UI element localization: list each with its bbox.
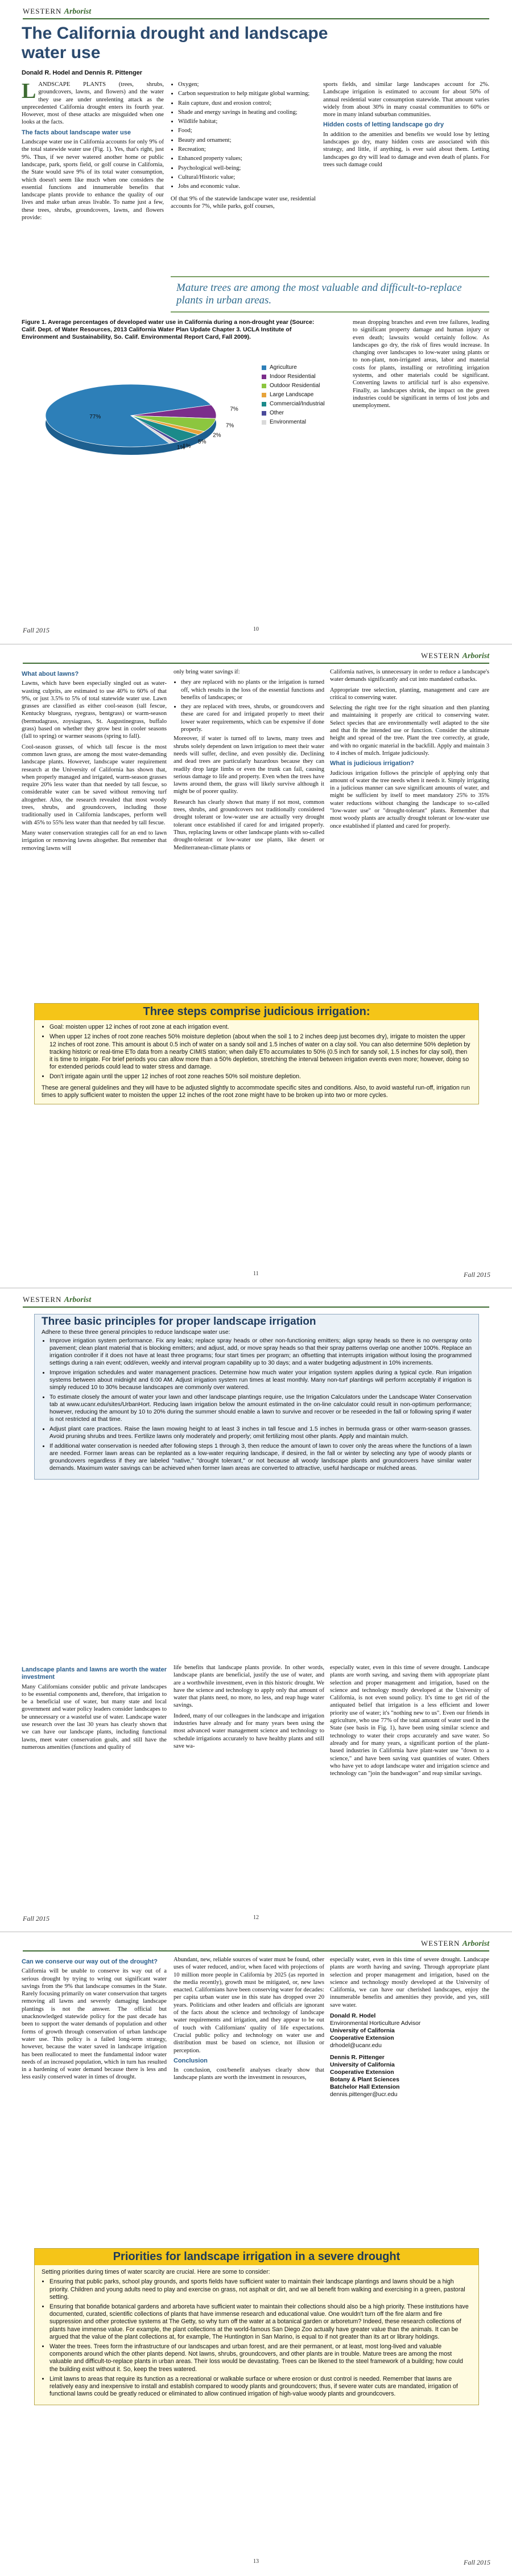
masthead-rule: [23, 1307, 489, 1308]
page-footer: Fall 2015: [23, 1914, 49, 1922]
masthead: [421, 1939, 489, 1949]
box-title: Three steps comprise judicious irrigation:: [35, 1004, 478, 1020]
list-item: • Adjust plant care practices. Raise the lawn mowing height to at least 3 inches in tall fescue and 1.5 inches in bermuda grass or other warm-season grasses. Avoid pruning shrubs and trees. Fertilize lawns only moderately and properly; omit fertilizing most other plants. Apply and maintain mulch.: [49, 1425, 472, 1440]
legend-item: [262, 419, 325, 425]
list-item: • Water the trees. Trees form the infrastructure of our landscapes and urban forest, and are their permanent, or at least, most long-lived and valuable components around which the other plants depend. Not lawns, shrubs, groundcovers, and other plants are in trouble. Mature trees are among the most valuable and difficult-to-replace plants in urban areas. Their loss would be devastating. Trees can be likened to the steel framework of a building; how could the building exist without it. So, keep the trees watered.: [49, 2343, 472, 2373]
legend-label: Outdoor Residential: [270, 383, 320, 389]
priorities-box: [34, 2248, 479, 2405]
list-item: • To estimate closely the amount of water your lawn and other landscape plantings require, use the Irrigation Calculators under the Landscape Water Conservation tab at www.ucanr.edu/sites/UrbanHort. Reducing lawn irrigation below the amount estimated in the on-line calculator could result in non-optimum performance; however, reducing the amount by 10 to 20% during the summer should enable a lawn to survive and recover or be reseeded in the fall or following spring if water is not restricted at that time.: [49, 1394, 472, 1423]
box-list: [42, 2278, 472, 2398]
paragraph: In conclusion, cost/benefit analyses clearly show that landscape plants are worth the investment in resources,: [174, 2067, 324, 2081]
page-footer: Fall 2015: [464, 1271, 490, 1279]
box-intro: Adhere to these three general principles to reduce landscape water use:: [42, 1329, 230, 1336]
masthead-rule: [23, 663, 489, 664]
legend-swatch: [262, 365, 266, 370]
author-org: Cooperative Extension: [330, 2035, 394, 2042]
list-item: • Goal: moisten upper 12 inches of root zone at each irrigation event.: [49, 1024, 472, 1031]
column-2: [174, 1956, 324, 2085]
author-org: Batchelor Hall Extension: [330, 2084, 400, 2091]
page-number: 13: [253, 2558, 259, 2565]
paragraph: California natives, is unnecessary in order to reduce a landscape's water demands significantly and cut into mandated cutbacks.: [330, 669, 489, 683]
column-1: [22, 1956, 167, 2084]
page-footer: Fall 2015: [23, 626, 49, 634]
page-number: 10: [253, 626, 259, 632]
masthead-rule: [23, 18, 489, 19]
list-item: • Limit lawns to areas that require its function as a recreational or walkable surface or where erosion or dust control is needed. Remember that lawns are relatively easy and inexpensive to install and establish compared to woody plants and groundcovers; thus, if severe water cuts are mandated, irrigation of functional lawns could be greatly reduced or eliminated to allow continued irrigation of high-value woody plants and groundcovers.: [49, 2376, 472, 2398]
author-name: Donald R. Hodel: [330, 2013, 376, 2020]
paragraph: Selecting the right tree for the right situation and then planting and maintaining it properly are critical to conserving water. Select species that are environmentally well adapted to the site and that fit the intended use or function. Consider the ultimate height and spread of the tree. Plant the tree correctly, at grade, and with no organic material in the backfill. Apply and maintain 3 to 4 inches of mulch. Irrigate judiciously.: [330, 705, 489, 757]
paragraph: Judicious irrigation follows the principle of applying only that amount of water the tree needs when it needs it. Simply irrigating in a judicious manner can save significant amounts of water, and might be sufficient by itself to meet mandatory 25% to 35% water reductions without changing the landscape to so-called "low-water use" or "drought-tolerant" plants. Remember that most woody plants are actually drought tolerant or low-water use once established if planted and cared for properly.: [330, 770, 489, 829]
col3-paragraph: especially water, even in this time of severe drought. Landscape plants are worth having and saving. Through appropriate plant selection and proper management and irrigation, based on the science and technology mostly developed at the University of California, we can have our cherished landscapes, enjoy the innumerable benefits and amenities they provide, and yes, still save water.: [330, 1957, 489, 2008]
paragraph: Cool-season grasses, of which tall fescue is the most common lawn grass, are among the most water-demanding landscape plants. However, landscape water requirement research at the University of California has shown that, when properly managed and irrigated, warm-season grasses require 20% less water than that needed by tall fescue, so considerable water can be saved without removing turf altogether. Also, the research revealed that most woody trees, shrubs, and groundcovers, including those traditionally used in California landscapes, perform well with 45% to 55% less water than that needed by tall fescue.: [22, 743, 167, 826]
list-item: • When upper 12 inches of root zone reaches 50% moisture depletion (about when the soil 1 to 2 inches deep just becomes dry), irrigate to moisten the upper 12 inches of root zone. This amount is about 0.5 inch of water on a sandy soil and 1.5 inches of water on a clay soil. You can also determine 50% depletion by tracking historic or real-time ETo data from a nearby CIMIS station; when daily ETo accumulates to 50% (0.5 inch for sandy soil, 1.5 inches for clay soil), then it is time to irrigate. For brief periods you can allow more than a 50% depletion, stretching the interval between irrigation events even more; however, doing so for extended periods could lead to water stress and damage.: [49, 1033, 472, 1071]
column-3: [330, 1664, 489, 1780]
list-item: • If additional water conservation is needed after following steps 1 through 3, then reduce the amount of lawn to cover only the areas where the functions of a lawn are needed. Former lawn areas can be replanted as a low-water requiring landscape, if desired, in the fall or winter by selecting any type of woody plants or groundcovers regardless if they are labeled "native," "drought tolerant," or not because all woody landscape plants and groundcovers have similar water demands. Maximum water savings can be achieved when former lawn areas are converted to attractive, useful hardscape or mulched areas.: [49, 1443, 472, 1472]
legend-item: [262, 364, 325, 371]
column-1: [22, 81, 164, 224]
box-list: [42, 1024, 472, 1080]
legend-swatch: [262, 384, 266, 388]
column-1: [22, 1664, 167, 1754]
legend-swatch: [262, 393, 266, 397]
list-item: • Wildlife habitat;: [178, 118, 316, 125]
author-email[interactable]: drhodel@ucanr.edu: [330, 2043, 382, 2049]
brand-arborist: Arborist: [462, 1940, 490, 1948]
author-org: Cooperative Extension: [330, 2069, 394, 2076]
section-heading: Conclusion: [174, 2057, 208, 2064]
author-org: University of California: [330, 2028, 395, 2035]
article-authors: Donald R. Hodel and Dennis R. Pittenger: [22, 69, 143, 76]
col2-tail: Of that 9% of the statewide landscape water use, residential accounts for 7%, while parks, golf courses,: [171, 195, 316, 209]
facts-paragraph: Landscape water use in California accounts for only 9% of the total statewide water use (Fig. 1). Yes, that's right, just 9%. Thus, if we never watered another home or public landscape, park, sports field, or golf course in California, the State would save 9% of its total water consumption, which doesn't seem like much when one considers the essential functions and innumerable benefits that landscape plants provide to enhance the quality of our lives and make urban areas livable. To name just a few, these trees, shrubs, groundcovers, lawns, and flowers provide:: [22, 139, 164, 221]
list-item: • Rain capture, dust and erosion control;: [178, 100, 316, 107]
legend-item: [262, 410, 325, 416]
brand-arborist: Arborist: [64, 7, 92, 16]
legend-label: Indoor Residential: [270, 373, 316, 380]
page-12: [0, 1288, 512, 1932]
hidden-costs-heading: Hidden costs of letting landscape go dry: [323, 121, 444, 129]
principles-box: [34, 1314, 479, 1480]
paragraph: especially water, even in this time of severe drought. Landscape plants are worth saving, and saving them with appropriate plant selection and proper management and irrigation, based on the science and technology mostly developed at the University of California, is not even sound policy. It's time to get rid of the antiquated belief that irrigation is a less efficient and lower priority use of water; it's "nothing new to us". Even our friends in agriculture, who use 77% of the total amount of water used in the State (see basis in Fig. 1), have been using similar science and technology to water their crops accurately and save water. So already and for many years, a significant portion of the plant-based industries in California have plant-water use "down to a science," and have been saving vast quantities of water. Others who have yet to adopt landscape water and irrigation science and technology can "join the bandwagon" and reap similar savings.: [330, 1665, 489, 1777]
page-number: 11: [253, 1271, 259, 1277]
legend-item: [262, 401, 325, 407]
list-item: • they are replaced with trees, shrubs, or groundcovers and these are cared for and irrigated properly to meet their lower water requirements, which can be expensive if done properly.: [181, 703, 324, 733]
column-2: [174, 668, 324, 854]
author-org: University of California: [330, 2062, 395, 2069]
paragraph: California will be unable to conserve its way out of a serious drought by trying to wring out significant water savings from the 9% that landscape consumes in the State. Rarely focusing primarily on water conservation that targets removing all lawns and severely damaging landscape plantings is not the answer. The official but unacknowledged statewide policy for the past decade has been to support the water demands of population and other forms of growth through conservation of urban landscape water use. This policy is a failed long-term strategy, however, because the water saved in landscape irrigation has been reallocated to meet the fundamental indoor water needs of an increased population, which in turn has resulted in a hardening of water demand because there is less and less easily conserved water in times of drought.: [22, 1968, 167, 2081]
list-item: • Recreation;: [178, 146, 316, 153]
list-item: • Ensuring that bonafide botanical gardens and arboreta have sufficient water to maintain their collections should also be a high priority. These institutions have documented, curated, scientific collections of plants that have immense research and educational value. One wouldn't turn off the fire alarm and fire suppression and other protective systems at The Getty, so why turn off the water at a botanical garden or arboretum? Indeed, these research collections of plants have immense value. For example, the plant collections at the world-famous San Diego Zoo actually have greater value than the animals. It can be argued that the value of the plant collections at, for example, The Huntington in San Marino, is equal to if not greater than its art or library holdings.: [49, 2303, 472, 2341]
masthead: [23, 1295, 91, 1305]
judicious-irrigation-box: [34, 1003, 479, 1104]
legend-label: Other: [270, 410, 284, 416]
intro-paragraph: LANDSCAPE PLANTS (trees, shrubs, groundcovers, lawns, and flowers) and the water they use are under unrelenting attack as the unprecedented California drought enters its fourth year. However, most of these attacks are misguided when one looks at the facts.: [22, 79, 164, 126]
paragraph: life benefits that landscape plants provide. In other words, landscape plants are beneficial, justify the use of water, and are a worthwhile investment, even in this historic drought. We have the science and technology to apply only that amount of water that plants need, no more, no less, and reap huge water savings.: [174, 1665, 324, 1709]
pie-slice-label: 77%: [89, 413, 101, 420]
author-block: [330, 2012, 489, 2098]
legend-swatch: [262, 402, 266, 406]
column-3: [330, 1956, 489, 2098]
section-heading: What is judicious irrigation?: [330, 760, 414, 767]
brand-western: WESTERN: [421, 651, 460, 660]
masthead: [23, 7, 91, 17]
drop-cap: L: [22, 79, 36, 103]
legend-label: Large Landscape: [270, 392, 314, 398]
list-item: • Cultural/Historic value;: [178, 174, 316, 181]
author-email[interactable]: dennis.pittenger@ucr.edu: [330, 2092, 398, 2098]
legend-swatch: [262, 375, 266, 379]
list-item: • Carbon sequestration to help mitigate global warming;: [178, 90, 316, 97]
legend-label: Environmental: [270, 419, 306, 425]
section-heading: Landscape plants and lawns are worth the water investment: [22, 1666, 167, 1681]
pie-slice-label: 7%: [230, 406, 238, 413]
brand-western: WESTERN: [23, 1295, 62, 1304]
paragraph: Appropriate tree selection, planting, management and care are critical to conserving water.: [330, 687, 489, 701]
paragraph: Indeed, many of our colleagues in the landscape and irrigation industries have already and for many years been using the most advanced water management science and technology to schedule irrigations accurately to have healthy plants and still save wa-: [174, 1712, 324, 1749]
benefits-list: [171, 81, 316, 191]
box-note: These are general guidelines and they will have to be adjusted slightly to accommodate specific sites and conditions. Also, to avoid wasteful run-off, irrigation run times to apply sufficient water to moisten the upper 12 inches of the root zone might have to be broken up into two or more cycles.: [42, 1084, 470, 1099]
pie-slice-label: 1%: [176, 444, 185, 451]
list-item: • Jobs and economic value.: [178, 183, 316, 190]
paragraph: Lawns, which have been especially singled out as water-wasting culprits, are estimated to use 40% to 60% of that 9%, or just 3.5% to 5% of total statewide water use. Lawn grasses are classified as either cool-season (tall fescue, Kentucky bluegrass, ryegrass, bentgrass) or warm-season (bermudagrass, zoysiagrass, St. Augustinegrass, buffalo grass) based on whether they grow best in cooler seasons (fall to spring) or warmer seasons (spring to fall).: [22, 680, 167, 740]
chart-legend: [262, 364, 325, 428]
column-right: [353, 319, 489, 413]
section-heading: What about lawns?: [22, 671, 79, 677]
column-3: [330, 668, 489, 833]
figure-caption: Figure 1. Average percentages of developed water use in California during a non-drought year (Source: Calif. Dept. of Water Resources, 2013 California Water Plan Update Chapter 3. UCLA Institute of Environment and Sustainability, So. Calif. Environmental Report Card, Fall 2009).: [22, 319, 315, 340]
box-list: [42, 1337, 472, 1472]
legend-label: Commercial/Industrial: [270, 401, 325, 407]
masthead-rule: [23, 1950, 489, 1951]
legend-item: [262, 373, 325, 380]
pull-quote: Mature trees are among the most valuable and difficult-to-replace plants in urban areas.: [171, 276, 489, 313]
paragraph: Many water conservation strategies call for an end to lawn irrigation or removing lawns altogether. But remember that removing lawns will: [22, 829, 167, 852]
hidden-costs-paragraph: In addition to the amenities and benefits we would lose by letting landscapes go dry, many hidden costs are associated with this strategy, and little, if anything, is ever said about them. Letting landscapes go dry will lead to damage and even death of plants. For trees such damage could: [323, 131, 489, 168]
pie-slice-label: 1%: [182, 443, 191, 450]
box-title: Priorities for landscape irrigation in a severe drought: [35, 2249, 478, 2265]
page-13: [0, 1932, 512, 2576]
list-item: • Oxygen;: [178, 81, 316, 88]
legend-item: [262, 392, 325, 398]
author-name: Dennis R. Pittenger: [330, 2055, 385, 2061]
paragraph: only bring water savings if:: [174, 669, 240, 675]
brand-arborist: Arborist: [64, 1296, 92, 1304]
paragraph: Research has clearly shown that many if not most, common trees, shrubs, and groundcovers not traditionally considered drought tolerant or low-water use are actually very drought tolerant once established if cared for and irrigated properly. Thus, replacing lawns or other landscape plants with so-called drought-tolerant or low-water use plants, like desert or Mediterranean-climate plants or: [174, 799, 324, 851]
pie-slice-label: 7%: [225, 422, 234, 429]
list-item: • Improve irrigation schedules and water management practices. Determine how much water your irrigation system applies during a typical cycle. Run irrigation systems between about midnight and 6:00 AM. Adjust irrigation system run times at least monthly. Many non-turf plantings will perform acceptably if irrigation is simply reduced 10 to 30% because landscapes are commonly over watered.: [49, 1369, 472, 1391]
list-item: • Enhanced property values;: [178, 155, 316, 162]
page-footer: Fall 2015: [464, 2558, 490, 2566]
pie-slice-label: 5%: [198, 438, 207, 445]
bullet-list: [174, 679, 324, 733]
brand-western: WESTERN: [23, 7, 62, 15]
list-item: • Improve irrigation system performance. Fix any leaks; replace spray heads or other non-functioning emitters; align spray heads so there is no overspray onto pavement; clean plant material that is blocking emitters; and adjust, add, or move spray heads so that their spray patterns overlap one another 100%. Replace an irrigation controller if it does not have at least three programs; four start times per program; an offsetting that interrupts irrigation without losing the programmed settings during a rain event; odd/even, weekly and interval program capability up to 30 days; and a water budgeting adjustment in 10% increments.: [49, 1337, 472, 1367]
legend-swatch: [262, 411, 266, 416]
legend-label: Agriculture: [270, 364, 297, 371]
brand-western: WESTERN: [421, 1939, 460, 1948]
list-item: • Don't irrigate again until the upper 12 inches of root zone reaches 50% soil moisture depletion.: [49, 1073, 472, 1080]
author-org: Botany & Plant Sciences: [330, 2077, 399, 2084]
list-item: • they are replaced with no plants or the irrigation is turned off, which results in the loss of the essential functions and benefits of landscapes; or: [181, 679, 324, 701]
masthead: [421, 651, 489, 661]
author-title: Environmental Horticulture Advisor: [330, 2020, 421, 2027]
legend-item: [262, 383, 325, 389]
list-item: • Ensuring that public parks, school play grounds, and sports fields have sufficient water to maintain their landscape plantings and lawns should be a high priority. Children and young adults need to play and exercise on grass, not asphalt or dirt, and we all benefit from walking and exercising in a green, pastoral setting.: [49, 2278, 472, 2301]
article-title: The California drought and landscape water use: [22, 24, 328, 62]
column-2: [174, 1664, 324, 1753]
list-item: • Beauty and ornament;: [178, 137, 316, 144]
column-2: [171, 81, 316, 213]
pie-slice-label: 2%: [213, 432, 221, 439]
list-item: • Shade and energy savings in heating and cooling;: [178, 109, 316, 116]
right-column-paragraph: mean dropping branches and even tree failures, leading to significant property damage and human injury or even death; lawsuits would certainly follow. As landscapes go dry, the risk of fires would increase. In changing over landscapes to low-water using plants or to non-plant, non-irrigated areas, labor and material costs for plants, installing or retrofitting irrigation systems, and other materials could be significant. Converting lawns to artificial turf is also expensive. Finally, as landscapes shrink, the impact on the green industries could be significant in terms of lost jobs and unemployment.: [353, 319, 489, 409]
brand-arborist: Arborist: [462, 652, 490, 660]
page-10: [0, 0, 512, 644]
box-title: Three basic principles for proper landscape irrigation: [42, 1316, 316, 1328]
column-3: [323, 81, 489, 171]
col3-paragraph: sports fields, and similar large landscapes account for 2%. Landscape irrigation is estimated to account for about 50% of annual residential water consumption statewide. That amount varies widely from about 30% in many coastal communities to 60% or more in many inland suburban communities.: [323, 81, 489, 118]
section-heading: Can we conserve our way out of the drought?: [22, 1958, 158, 1965]
pie-chart: [23, 342, 239, 490]
page-number: 12: [253, 1914, 259, 1921]
legend-swatch: [262, 420, 266, 425]
paragraph: Moreover, if water is turned off to lawns, many trees and shrubs solely dependent on lawn irrigation to meet their water needs will suffer, decline, and even possibly die. Declining and dead trees are particularly hazardous because they can readily drop large limbs or even the trunk can fail, causing serious damage to life and property. Even when the trees have lawns around them, the grass will likely survive although it might be of poorer quality.: [174, 736, 324, 795]
facts-heading: The facts about landscape water use: [22, 129, 131, 136]
paragraph: Abundant, new, reliable sources of water must be found, other uses of water reduced, and/or, when faced with projections of 10 million more people in California by 2025 (as reported in the media recently), growth must be mitigated, or, new laws enacted. Californians have been conserving water for decades: per capita urban water use in this state has dropped over 20 years. Politicians and other leaders and officials are ignorant of the facts about the science and technology of landscape water requirements and irrigation, and they appear to be out of touch with Californians' quality of life expectations. Crucial public policy and technology on water use and distribution must be based on science, not illusion or perception.: [174, 1957, 324, 2054]
list-item: • Food;: [178, 127, 316, 134]
list-item: • Psychological well-being;: [178, 165, 316, 172]
column-1: [22, 668, 167, 855]
page-11: [0, 644, 512, 1288]
paragraph: Many Californians consider public and private landscapes to be essential components and, therefore, that irrigation to be a beneficial use of water, but many state and local government and water policy leaders consider landscapes to be unnecessary or a wasteful use of water. Landscape water use research over the last 30 years has clearly shown that we can have our landscape plants, including functional lawns, meet water conservation goals, and still have the numerous amenities (functions and quality of: [22, 1683, 167, 1751]
box-intro: Setting priorities during times of water scarcity are crucial. Here are some to consider:: [42, 2269, 270, 2276]
